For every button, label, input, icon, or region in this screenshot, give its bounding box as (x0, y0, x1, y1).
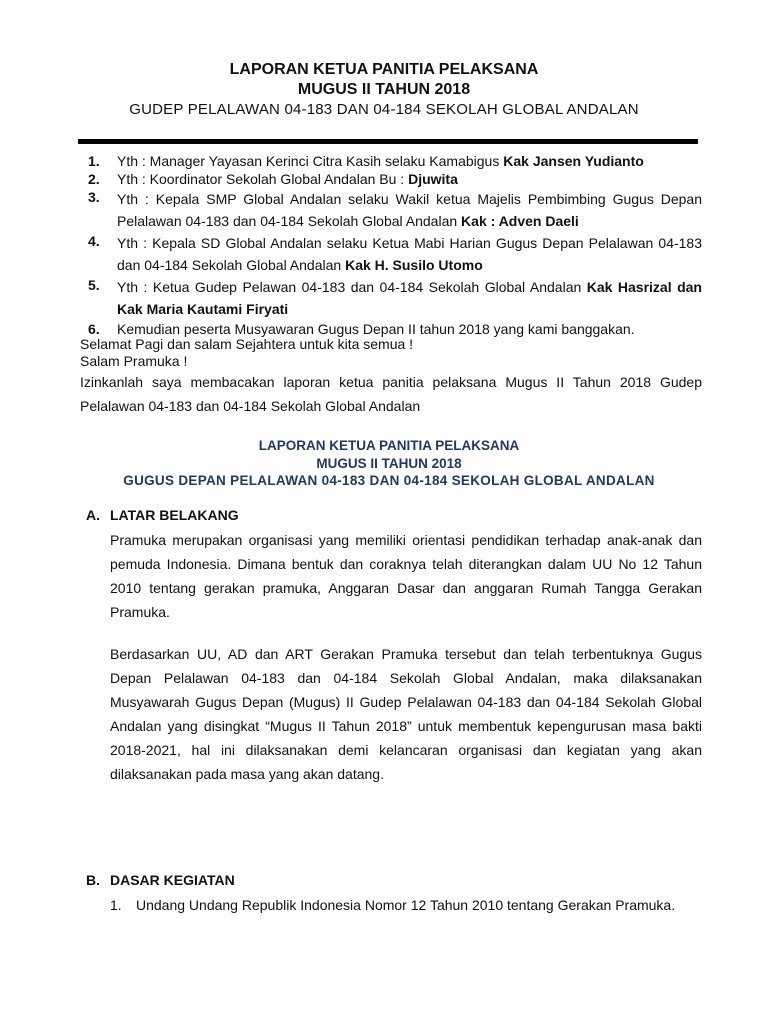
list-name: Djuwita (408, 171, 458, 187)
list-number: 5. (88, 277, 100, 293)
paragraph: Berdasarkan UU, AD dan ART Gerakan Pramuka tersebut dan telah terbentuknya Gugus Depan Pelalawan 04-183 dan 04-184 Sekolah Global Andalan, maka dilaksanakan Musyawarah Gugus Depan (Mugus) II Gudep Pelalawan 04-183 dan 04-184 Sekolah Global Andalan yang disingkat “Mugus II Tahun 2018” untuk membentuk kepengurusan masa bakti 2018-2021, hal ini dilaksanakan demi kelancaran organisasi dan kegiatan yang akan dilaksanakan pada masa yang akan datang. (110, 646, 702, 782)
list-item (88, 152, 702, 170)
list-number: 4. (88, 233, 100, 249)
list-text: Yth : Manager Yayasan Kerinci Citra Kasih selaku Kamabigus (117, 153, 504, 169)
list-name: Kak H. Susilo Utomo (345, 257, 483, 273)
list-text: Kemudian peserta Musyawaran Gugus Depan II tahun 2018 yang kami banggakan. (117, 321, 635, 337)
list-text: Undang Undang Republik Indonesia Nomor 12 Tahun 2010 tentang Gerakan Pramuka. (136, 897, 676, 913)
section-label: A. (86, 507, 100, 523)
list-text: Yth : Koordinator Sekolah Global Andalan Bu : (117, 171, 409, 187)
list-name: Kak Hasrizal dan Kak Maria Kautami Firyati (117, 279, 702, 317)
list-item (88, 188, 702, 232)
paragraph: Pramuka merupakan organisasi yang memiliki orientasi pendidikan terhadap anak-anak dan pemuda Indonesia. Dimana bentuk dan coraknya telah diterangkan dalam UU No 12 Tahun 2010 tentang gerakan pramuka, Anggaran Dasar dan anggaran Rumah Tangga Gerakan Pramuka. (110, 532, 702, 620)
list-text: Yth : Kepala SMP Global Andalan selaku Wakil ketua Majelis Pembimbing Gugus Depan Pelalawan 04-183 dan 04-184 Sekolah Global Andalan (117, 191, 702, 229)
salutation-list (88, 152, 702, 338)
section-title: LAPORAN KETUA PANITIA PELAKSANA (258, 438, 520, 453)
legal-basis-list (110, 893, 702, 917)
intro-paragraph: Izinkanlah saya membacakan laporan ketua panitia pelaksana Mugus II Tahun 2018 Gudep Pelalawan 04-183 dan 04-184 Sekolah Global Andalan (80, 374, 702, 414)
list-item (88, 232, 702, 276)
section-organization: GUGUS DEPAN PELALAWAN 04-183 DAN 04-184 SEKOLAH GLOBAL ANDALAN (123, 473, 655, 488)
section-subtitle: MUGUS II TAHUN 2018 (316, 456, 462, 471)
list-number: 3. (88, 189, 100, 205)
report-title: LAPORAN KETUA PANITIA PELAKSANA (229, 61, 539, 78)
list-number: 1. (88, 153, 100, 169)
list-number: 6. (88, 321, 100, 337)
section-heading-a (86, 506, 239, 524)
section-heading-b (86, 871, 235, 889)
section-label: B. (86, 872, 100, 888)
list-number: 2. (88, 171, 100, 187)
list-text: Yth : Ketua Gudep Pelawan 04-183 dan 04-184 Sekolah Global Andalan (117, 279, 587, 295)
header-divider (78, 139, 698, 144)
list-item (88, 276, 702, 320)
list-name: Kak Jansen Yudianto (503, 153, 644, 169)
list-item (88, 170, 702, 188)
report-organization: GUDEP PELALAWAN 04-183 DAN 04-184 SEKOLAH GLOBAL ANDALAN (129, 101, 639, 118)
list-name: Kak : Adven Daeli (461, 213, 579, 229)
greeting-line: Salam Pramuka ! (80, 353, 188, 369)
section-heading-text: DASAR KEGIATAN (110, 872, 235, 888)
greeting-line: Selamat Pagi dan salam Sejahtera untuk kita semua ! (80, 336, 414, 352)
report-subtitle: MUGUS II TAHUN 2018 (297, 81, 471, 98)
list-number: 1. (110, 897, 122, 913)
list-item (110, 893, 702, 917)
list-text: Yth : Kepala SD Global Andalan selaku Ketua Mabi Harian Gugus Depan Pelalawan 04-183 dan 04-184 Sekolah Global Andalan (117, 235, 702, 273)
section-heading-text: LATAR BELAKANG (110, 507, 239, 523)
